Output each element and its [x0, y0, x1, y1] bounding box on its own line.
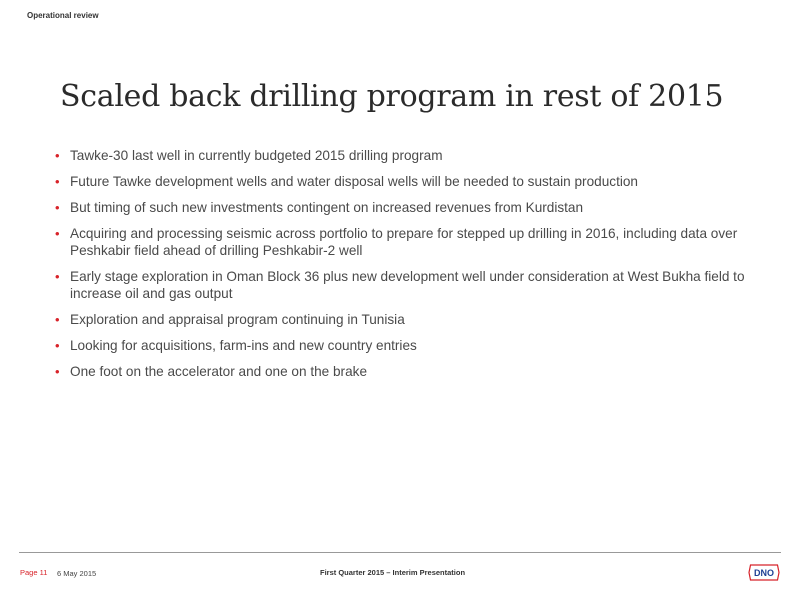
bullet-marker-icon: •: [55, 226, 60, 241]
bullet-text: Early stage exploration in Oman Block 36 plus new development well under consideration at West Bukha field to increase oil and gas output: [70, 269, 745, 301]
bullet-marker-icon: •: [55, 148, 60, 163]
logo-text: DNO: [754, 568, 774, 578]
bullet-text: Exploration and appraisal program continuing in Tunisia: [70, 312, 405, 327]
bullet-marker-icon: •: [55, 174, 60, 189]
bullet-item: [55, 268, 745, 302]
bullet-item: [55, 311, 745, 328]
bullet-text: Looking for acquisitions, farm-ins and new country entries: [70, 338, 417, 353]
bullet-item: [55, 363, 745, 380]
bullet-item: [55, 147, 745, 164]
bullet-marker-icon: •: [55, 312, 60, 327]
bullet-item: [55, 337, 745, 354]
bullet-list: [55, 147, 745, 389]
page-number: Page 11: [20, 568, 48, 577]
dno-logo-icon: [748, 564, 780, 581]
bullet-item: [55, 225, 745, 259]
slide-title: Scaled back drilling program in rest of 2015: [60, 79, 724, 114]
bullet-text: One foot on the accelerator and one on the brake: [70, 364, 368, 379]
bullet-item: [55, 199, 745, 216]
bullet-marker-icon: •: [55, 364, 60, 379]
bullet-text: But timing of such new investments contingent on increased revenues from Kurdistan: [70, 200, 584, 215]
bullet-text: Acquiring and processing seismic across portfolio to prepare for stepped up drilling in 2016, including data over Peshkabir field ahead of drilling Peshkabir-2 well: [70, 226, 738, 258]
bullet-marker-icon: •: [55, 338, 60, 353]
footer-presentation-title: First Quarter 2015 – Interim Presentation: [320, 568, 466, 577]
bullet-text: Future Tawke development wells and water disposal wells will be needed to sustain production: [70, 174, 638, 189]
bullet-marker-icon: •: [55, 269, 60, 284]
presentation-date: 6 May 2015: [57, 569, 97, 578]
bullet-item: [55, 173, 745, 190]
bullet-text: Tawke-30 last well in currently budgeted 2015 drilling program: [70, 148, 443, 163]
section-label: Operational review: [27, 11, 99, 20]
footer-divider: [19, 552, 781, 553]
bullet-marker-icon: •: [55, 200, 60, 215]
